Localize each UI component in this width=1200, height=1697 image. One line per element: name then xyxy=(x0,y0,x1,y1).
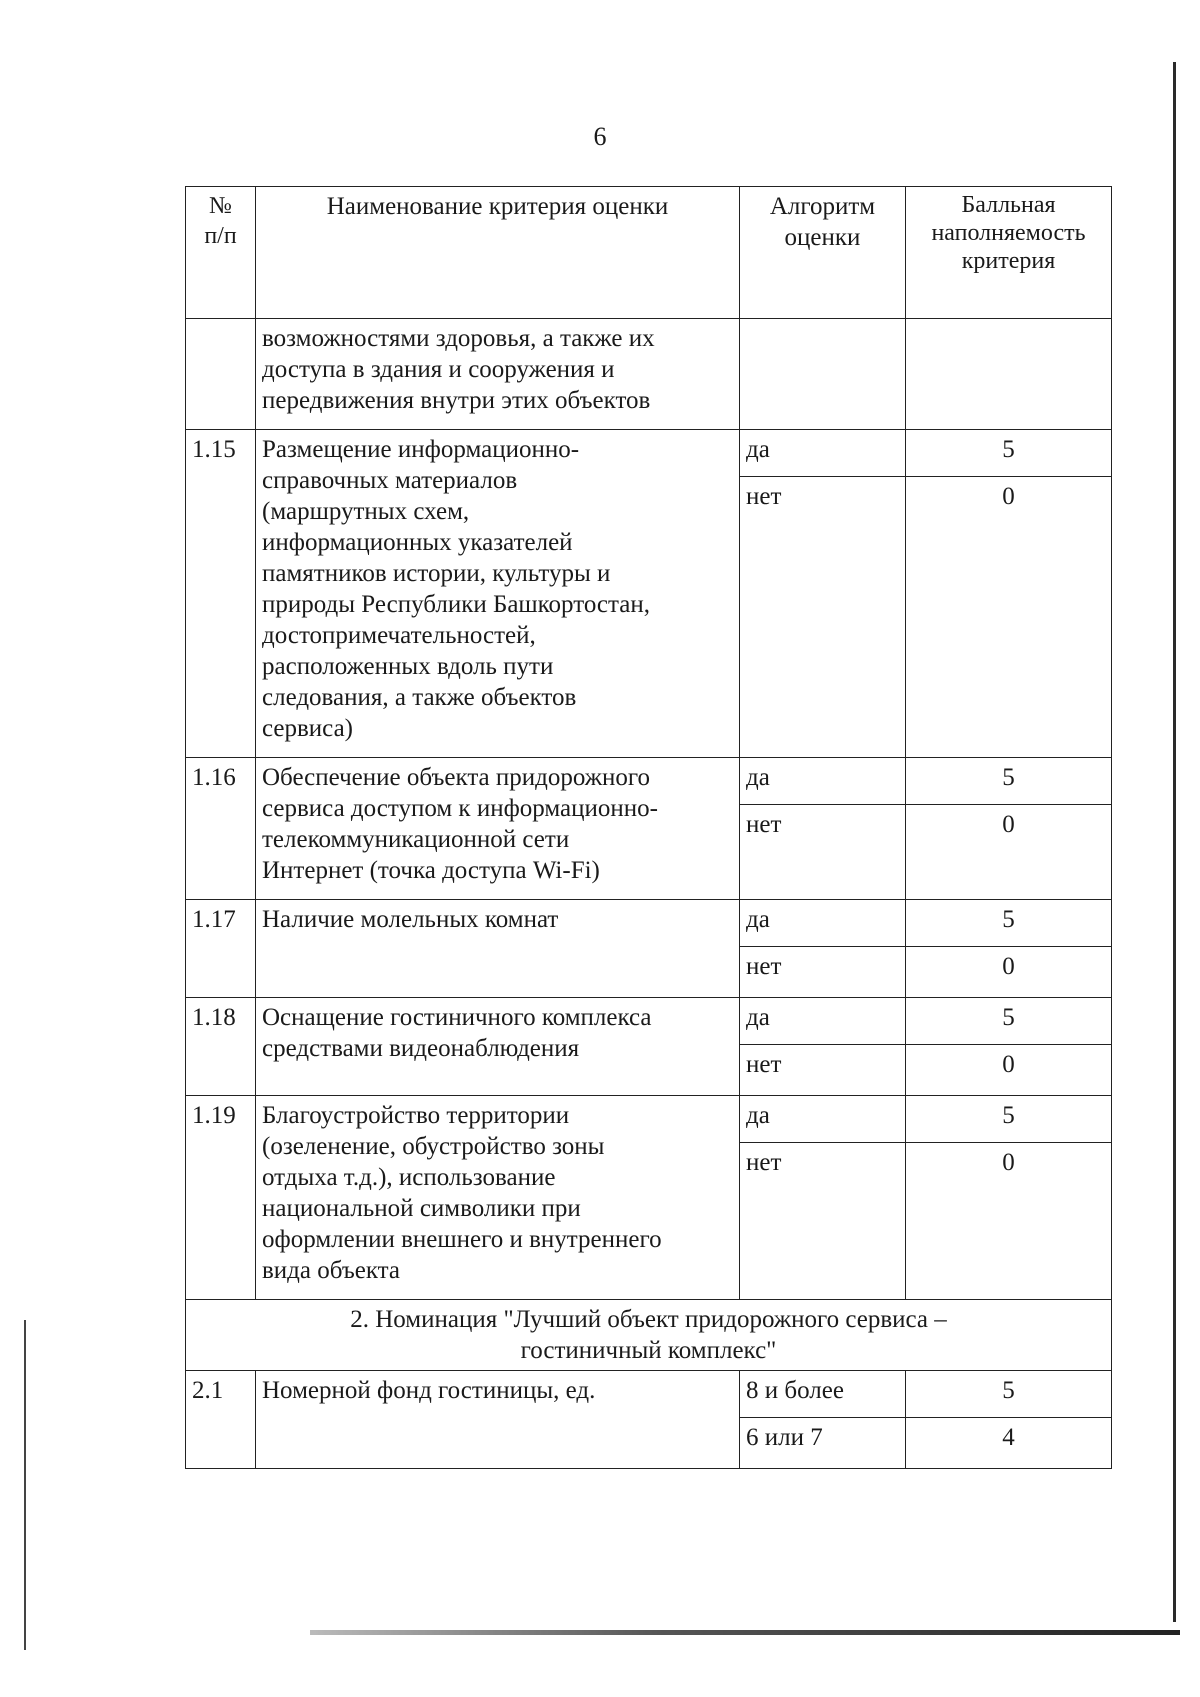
section-row xyxy=(186,1300,1112,1371)
score-cell: 5 xyxy=(906,1371,1112,1418)
score-cell: 5 xyxy=(906,998,1112,1045)
criterion-name xyxy=(256,430,740,758)
continuation-row xyxy=(186,319,1112,430)
score-cell: 0 xyxy=(906,477,1112,758)
name-line: расположенных вдоль пути xyxy=(262,653,554,680)
name-line: Размещение информационно- xyxy=(262,436,580,463)
criterion-number: 1.15 xyxy=(186,430,256,758)
criterion-name xyxy=(256,1096,740,1300)
criteria-row xyxy=(186,1371,1112,1418)
criteria-row xyxy=(186,430,1112,477)
name-line: передвижения внутри этих объектов xyxy=(262,387,651,414)
criteria-row xyxy=(186,1096,1112,1143)
header-score-line: критерия xyxy=(961,248,1056,274)
criteria-table-body xyxy=(186,187,1112,1469)
continuation-algorithm-cell xyxy=(740,319,906,430)
name-line: отдыха т.д.), использование xyxy=(262,1164,556,1191)
page-number: 6 xyxy=(593,122,607,151)
algorithm-cell: нет xyxy=(740,1045,906,1096)
continuation-score-cell xyxy=(906,319,1112,430)
name-line: информационных указателей xyxy=(262,529,573,556)
score-cell: 4 xyxy=(906,1418,1112,1469)
header-num xyxy=(186,187,256,319)
scan-edge-left xyxy=(24,1320,26,1650)
header-num-line: п/п xyxy=(204,223,237,249)
header-algorithm-line: оценки xyxy=(784,224,861,251)
name-line: (маршрутных схем, xyxy=(262,498,470,525)
name-line: телекоммуникационной сети xyxy=(262,826,570,853)
score-cell: 5 xyxy=(906,1096,1112,1143)
algorithm-cell: 6 или 7 xyxy=(740,1418,906,1469)
header-score-line: наполняемость xyxy=(931,220,1086,246)
name-line: Интернет (точка доступа Wi-Fi) xyxy=(262,857,600,884)
name-line: сервиса) xyxy=(262,715,354,742)
criteria-row xyxy=(186,758,1112,805)
scan-edge-right xyxy=(1173,62,1176,1622)
header-score xyxy=(906,187,1112,319)
name-line: Номерной фонд гостиницы, ед. xyxy=(262,1377,596,1404)
algorithm-cell: да xyxy=(740,758,906,805)
section-title xyxy=(186,1300,1112,1371)
name-line: вида объекта xyxy=(262,1257,401,1284)
name-line: следования, а также объектов xyxy=(262,684,577,711)
section-title-line: 2. Номинация "Лучший объект придорожного сервиса – xyxy=(350,1306,947,1333)
score-cell: 5 xyxy=(906,758,1112,805)
name-line: возможностями здоровья, а также их xyxy=(262,325,655,352)
name-line: Обеспечение объекта придорожного xyxy=(262,764,651,791)
score-cell: 5 xyxy=(906,900,1112,947)
name-line: памятников истории, культуры и xyxy=(262,560,611,587)
header-num-line: № xyxy=(209,193,232,219)
criterion-name xyxy=(256,900,740,998)
name-line: национальной символики при xyxy=(262,1195,581,1222)
algorithm-cell: нет xyxy=(740,805,906,900)
criteria-row xyxy=(186,998,1112,1045)
section-title-line: гостиничный комплекс" xyxy=(520,1337,777,1364)
name-line: Благоустройство территории xyxy=(262,1102,570,1129)
name-line: (озеленение, обустройство зоны xyxy=(262,1133,605,1160)
algorithm-cell: 8 и более xyxy=(740,1371,906,1418)
score-cell: 0 xyxy=(906,1045,1112,1096)
score-cell: 5 xyxy=(906,430,1112,477)
header-algorithm xyxy=(740,187,906,319)
name-line: Оснащение гостиничного комплекса xyxy=(262,1004,652,1031)
criterion-number: 1.17 xyxy=(186,900,256,998)
algorithm-cell: да xyxy=(740,430,906,477)
algorithm-cell: да xyxy=(740,1096,906,1143)
algorithm-cell: да xyxy=(740,900,906,947)
criterion-name xyxy=(256,758,740,900)
algorithm-cell: нет xyxy=(740,1143,906,1300)
continuation-num-cell xyxy=(186,319,256,430)
criterion-number: 1.19 xyxy=(186,1096,256,1300)
criterion-name xyxy=(256,1371,740,1469)
criteria-row xyxy=(186,900,1112,947)
criterion-number: 1.18 xyxy=(186,998,256,1096)
header-algorithm-line: Алгоритм xyxy=(769,193,876,220)
name-line: справочных материалов xyxy=(262,467,518,494)
criteria-table xyxy=(185,186,1112,1469)
name-line: средствами видеонаблюдения xyxy=(262,1035,580,1062)
name-line: Наличие молельных комнат xyxy=(262,906,559,933)
criterion-number: 1.16 xyxy=(186,758,256,900)
name-line: природы Республики Башкортостан, xyxy=(262,591,650,618)
criterion-number: 2.1 xyxy=(186,1371,256,1469)
header-name: Наименование критерия оценки xyxy=(256,187,740,319)
name-line: достопримечательностей, xyxy=(262,622,536,649)
name-line: оформлении внешнего и внутреннего xyxy=(262,1226,662,1253)
header-score-line: Балльная xyxy=(961,192,1056,218)
score-cell: 0 xyxy=(906,947,1112,998)
algorithm-cell: нет xyxy=(740,947,906,998)
name-line: доступа в здания и сооружения и xyxy=(262,356,615,383)
score-cell: 0 xyxy=(906,1143,1112,1300)
scan-edge-bottom xyxy=(310,1630,1180,1635)
algorithm-cell: нет xyxy=(740,477,906,758)
continuation-name-cell xyxy=(256,319,740,430)
algorithm-cell: да xyxy=(740,998,906,1045)
criterion-name xyxy=(256,998,740,1096)
score-cell: 0 xyxy=(906,805,1112,900)
name-line: сервиса доступом к информационно- xyxy=(262,795,658,822)
table-header-row xyxy=(186,187,1112,319)
